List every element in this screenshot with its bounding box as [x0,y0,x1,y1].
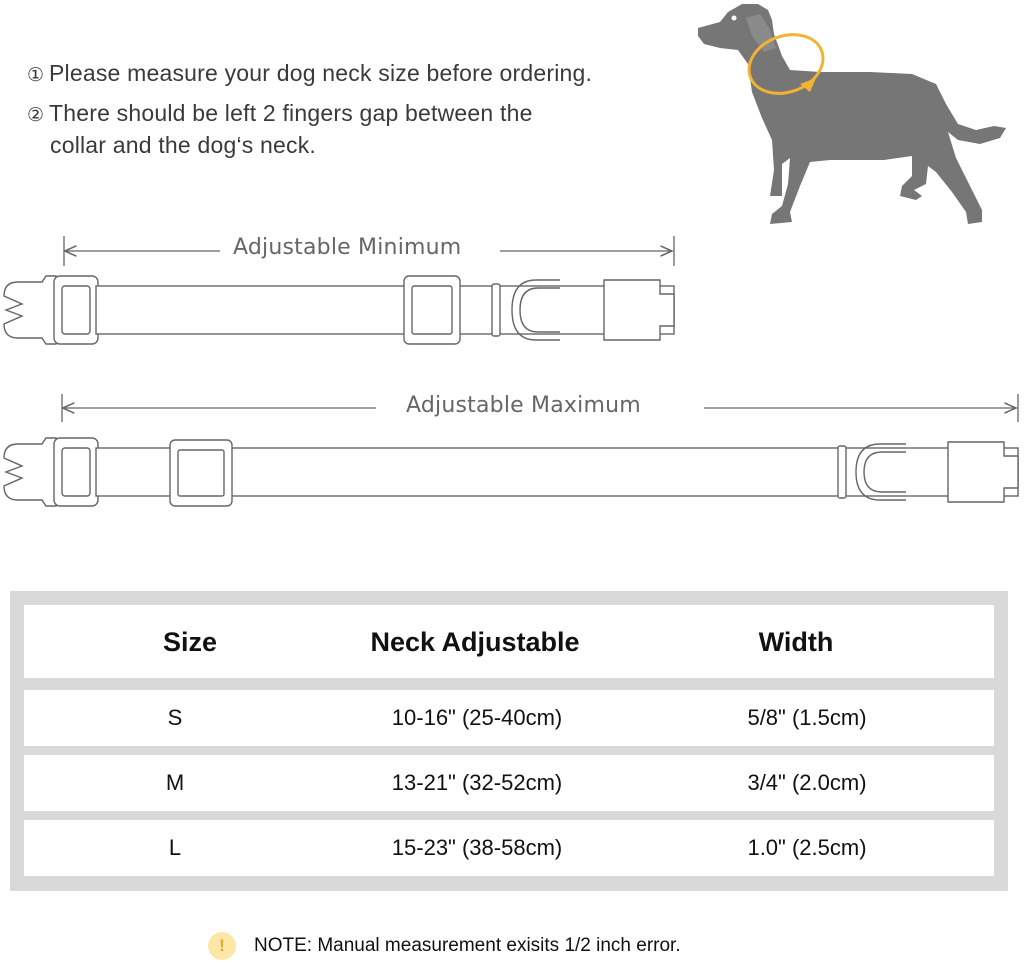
collar-minimum [4,276,674,344]
neck-cell: 15-23" (38-58cm) [391,835,563,860]
width-cell: 3/4" (2.0cm) [747,770,867,795]
keeper [838,446,846,498]
strap [96,448,1018,496]
adjustable-maximum-label: Adjustable Maximum [398,393,649,418]
width-cell: 5/8" (1.5cm) [747,705,867,730]
size-cell: M [165,770,185,795]
buckle-clip-icon [4,438,56,506]
strap [96,286,674,334]
collar-maximum [4,438,1018,506]
width-cell: 1.0" (2.5cm) [747,835,867,860]
instruction-2-continued: collar and the dog‘s neck. [50,132,317,158]
adjustable-minimum-label: Adjustable Minimum [225,235,469,260]
step-number: ① [27,64,45,86]
size-table [10,591,1008,891]
column-header-width: Width [758,627,834,657]
keeper [492,284,500,336]
table-row [24,820,994,876]
table-row [24,755,994,811]
column-header-neck-adjustable: Neck Adjustable [370,627,580,657]
instruction-text: Please measure your dog neck size before ordering. [49,60,593,86]
note-text: NOTE: Manual measurement exisits 1/2 inch error. [254,935,681,956]
note [208,932,681,960]
instruction-text: There should be left 2 fingers gap between the [49,100,533,126]
neck-cell: 10-16" (25-40cm) [391,705,563,730]
table-row [24,690,994,746]
buckle-clip-icon [4,276,56,344]
size-cell: S [167,705,183,730]
neck-cell: 13-21" (32-52cm) [391,770,563,795]
column-header-size: Size [162,627,218,657]
table-header-row [24,605,994,678]
size-cell: L [168,835,182,860]
warning-icon: ! [208,932,236,960]
step-number: ② [27,104,45,126]
